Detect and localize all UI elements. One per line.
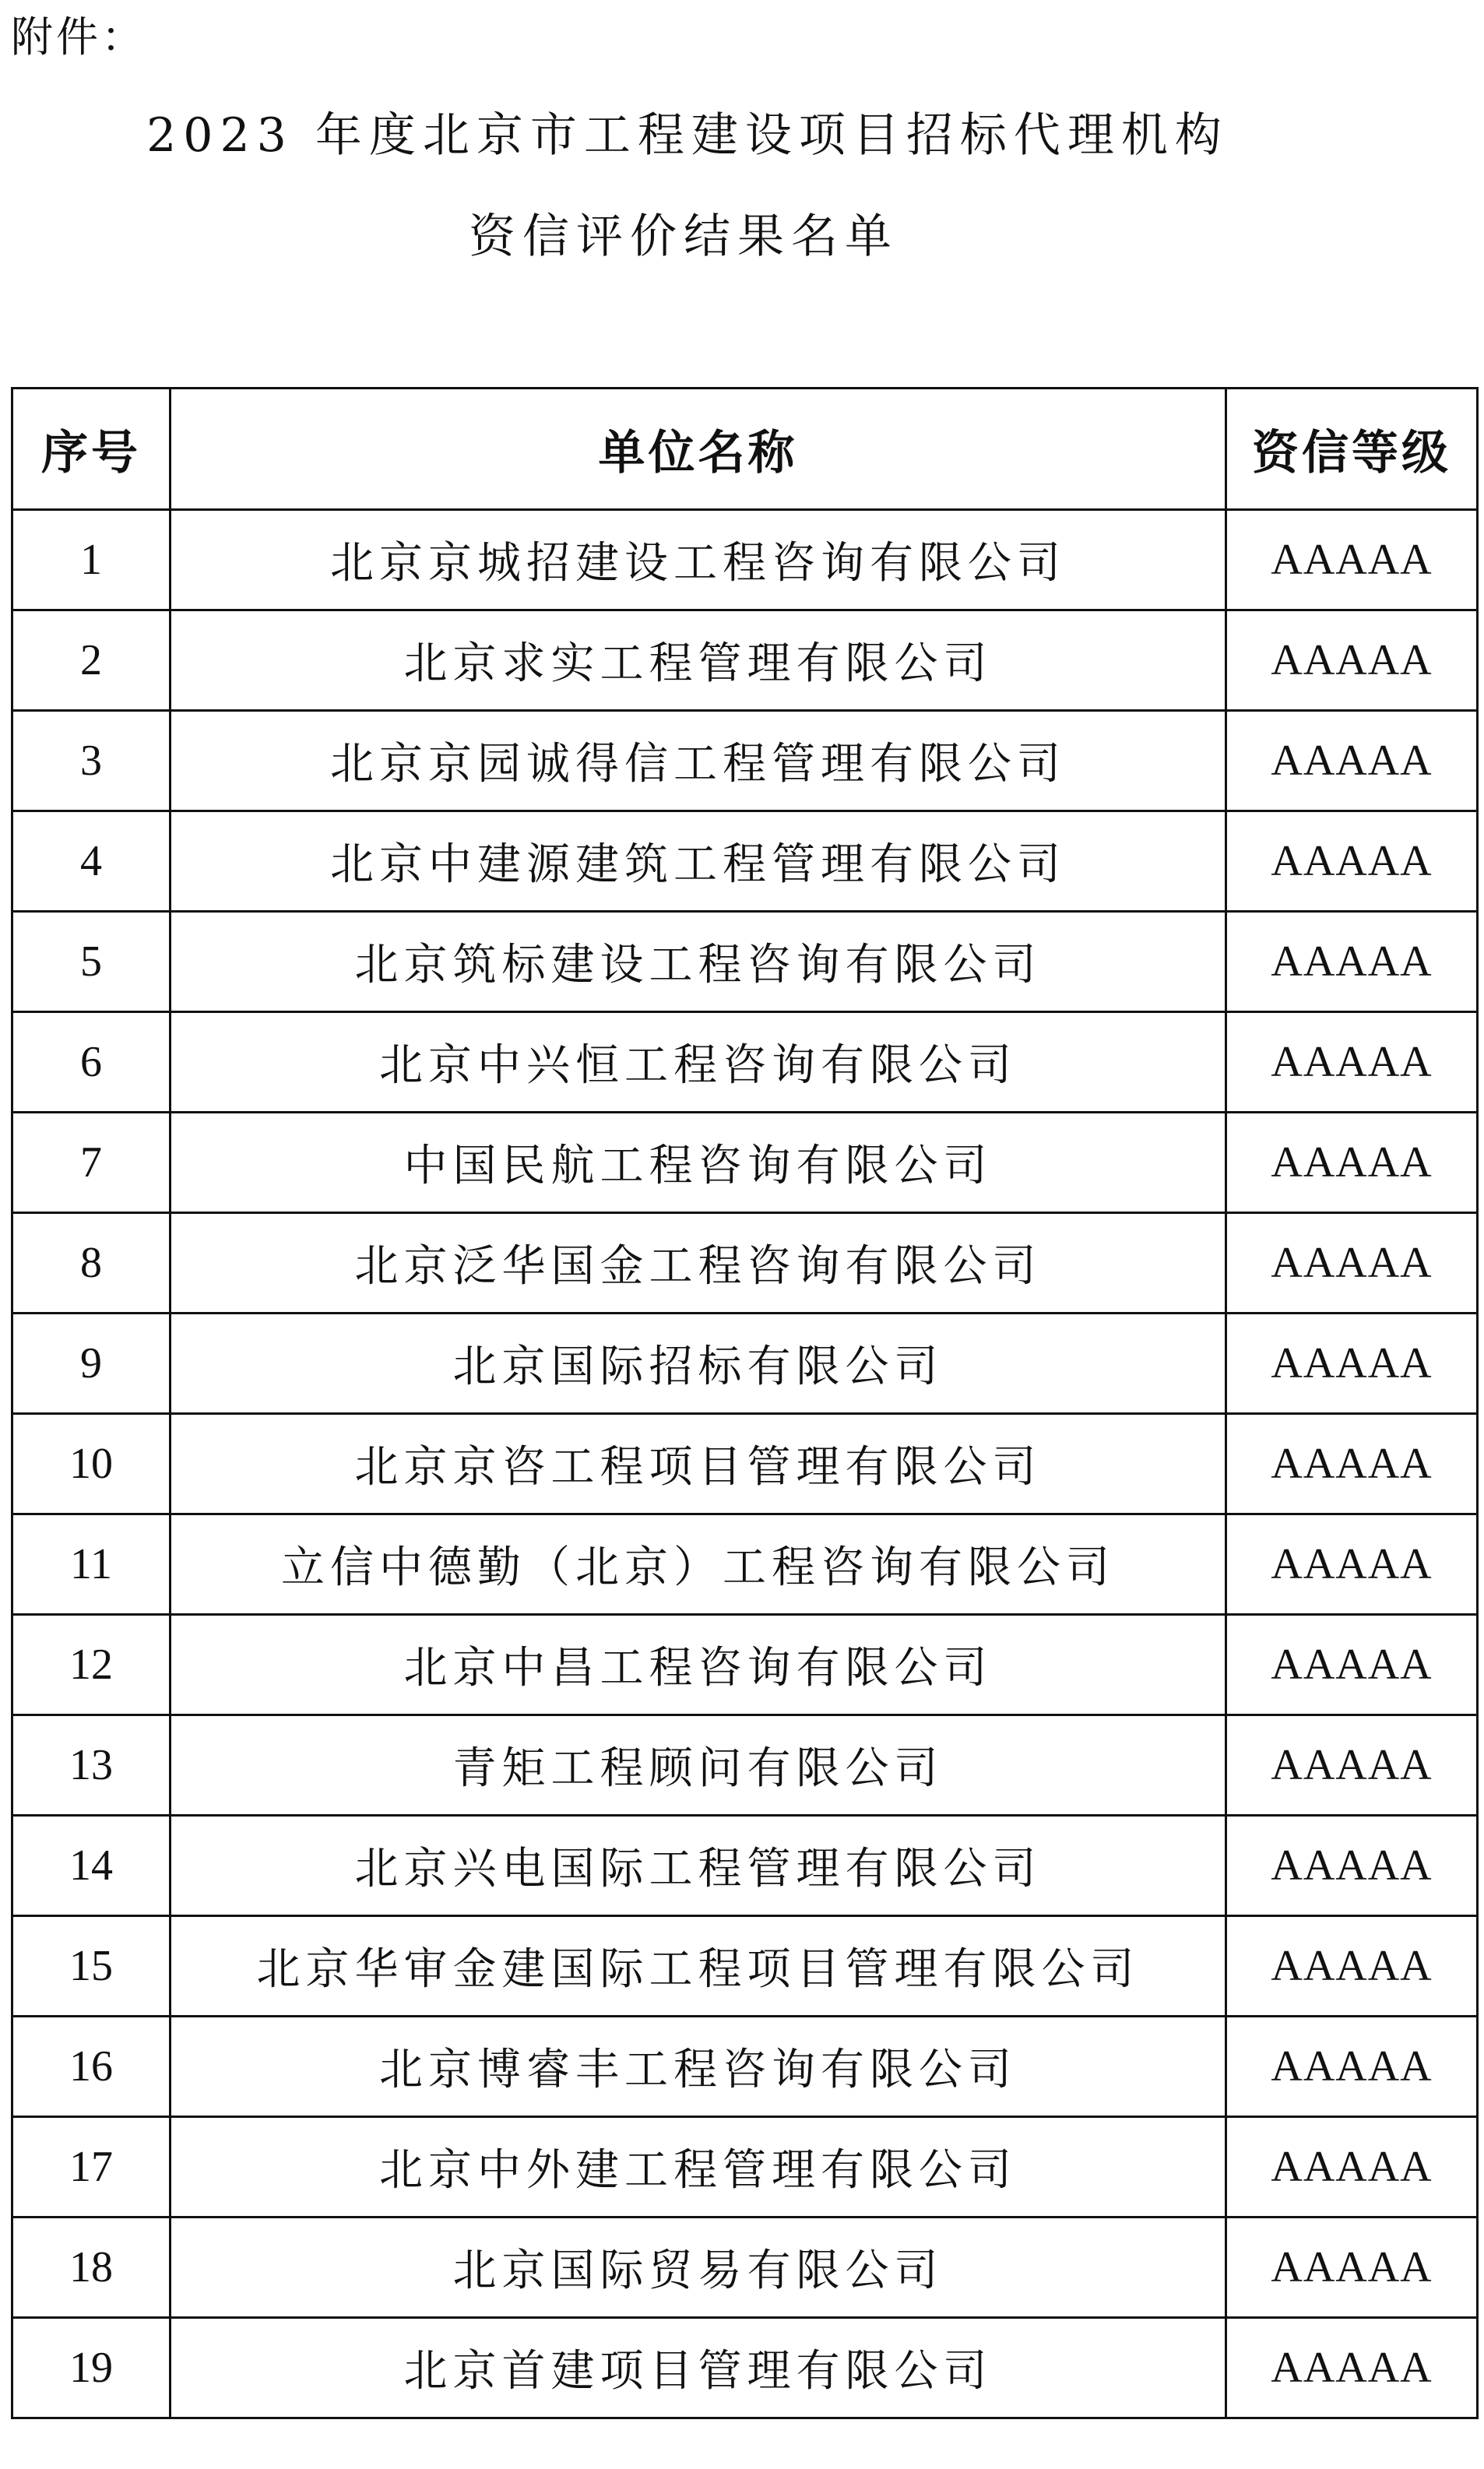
row-company-name-cell: 北京京咨工程项目管理有限公司 xyxy=(171,1414,1226,1514)
table-row xyxy=(12,2218,1478,2318)
table-row xyxy=(12,1113,1478,1213)
table-row xyxy=(12,1414,1478,1514)
row-company-name-cell: 北京筑标建设工程咨询有限公司 xyxy=(171,912,1226,1012)
row-seq-cell: 15 xyxy=(12,1916,171,2017)
table-row xyxy=(12,610,1478,711)
row-seq-cell: 8 xyxy=(12,1213,171,1314)
row-company-name-cell: 北京中外建工程管理有限公司 xyxy=(171,2117,1226,2218)
header-seq: 序号 xyxy=(12,389,171,510)
row-credit-grade-cell: AAAAA xyxy=(1226,1012,1478,1113)
row-seq-cell: 13 xyxy=(12,1715,171,1816)
row-credit-grade-cell: AAAAA xyxy=(1226,811,1478,912)
row-seq-cell: 18 xyxy=(12,2218,171,2318)
row-company-name-cell: 青矩工程顾问有限公司 xyxy=(171,1715,1226,1816)
row-seq-cell: 17 xyxy=(12,2117,171,2218)
rating-results-table xyxy=(11,387,1479,2419)
row-credit-grade-cell: AAAAA xyxy=(1226,2218,1478,2318)
row-seq-cell: 7 xyxy=(12,1113,171,1213)
row-seq-cell: 4 xyxy=(12,811,171,912)
row-credit-grade-cell: AAAAA xyxy=(1226,1113,1478,1213)
row-company-name-cell: 北京国际贸易有限公司 xyxy=(171,2218,1226,2318)
row-company-name-cell: 北京泛华国金工程咨询有限公司 xyxy=(171,1213,1226,1314)
row-seq-cell: 5 xyxy=(12,912,171,1012)
row-credit-grade-cell: AAAAA xyxy=(1226,711,1478,811)
row-company-name-cell: 中国民航工程咨询有限公司 xyxy=(171,1113,1226,1213)
row-credit-grade-cell: AAAAA xyxy=(1226,1314,1478,1414)
table-row xyxy=(12,2017,1478,2117)
table-row xyxy=(12,1012,1478,1113)
table-header-row xyxy=(12,389,1478,510)
row-credit-grade-cell: AAAAA xyxy=(1226,1514,1478,1615)
row-credit-grade-cell: AAAAA xyxy=(1226,1414,1478,1514)
row-company-name-cell: 北京首建项目管理有限公司 xyxy=(171,2318,1226,2418)
table-row xyxy=(12,1916,1478,2017)
table-row xyxy=(12,2117,1478,2218)
row-credit-grade-cell: AAAAA xyxy=(1226,1213,1478,1314)
table-row xyxy=(12,1715,1478,1816)
row-credit-grade-cell: AAAAA xyxy=(1226,510,1478,610)
table-row xyxy=(12,1514,1478,1615)
row-seq-cell: 16 xyxy=(12,2017,171,2117)
table-row xyxy=(12,1615,1478,1715)
row-credit-grade-cell: AAAAA xyxy=(1226,2117,1478,2218)
table-body xyxy=(12,510,1478,2418)
document-title-line-1: 2023 年度北京市工程建设项目招标代理机构 xyxy=(146,108,1229,163)
table-row xyxy=(12,912,1478,1012)
row-company-name-cell: 北京兴电国际工程管理有限公司 xyxy=(171,1816,1226,1916)
row-seq-cell: 3 xyxy=(12,711,171,811)
row-company-name-cell: 北京博睿丰工程咨询有限公司 xyxy=(171,2017,1226,2117)
row-seq-cell: 14 xyxy=(12,1816,171,1916)
row-company-name-cell: 北京京城招建设工程咨询有限公司 xyxy=(171,510,1226,610)
row-credit-grade-cell: AAAAA xyxy=(1226,2017,1478,2117)
row-seq-cell: 11 xyxy=(12,1514,171,1615)
document-title-line-2: 资信评价结果名单 xyxy=(469,209,898,264)
row-company-name-cell: 北京求实工程管理有限公司 xyxy=(171,610,1226,711)
row-seq-cell: 10 xyxy=(12,1414,171,1514)
row-credit-grade-cell: AAAAA xyxy=(1226,2318,1478,2418)
row-seq-cell: 12 xyxy=(12,1615,171,1715)
row-seq-cell: 2 xyxy=(12,610,171,711)
header-credit-grade: 资信等级 xyxy=(1226,389,1478,510)
row-credit-grade-cell: AAAAA xyxy=(1226,1615,1478,1715)
row-company-name-cell: 北京京园诚得信工程管理有限公司 xyxy=(171,711,1226,811)
row-credit-grade-cell: AAAAA xyxy=(1226,1816,1478,1916)
row-seq-cell: 9 xyxy=(12,1314,171,1414)
row-company-name-cell: 北京中兴恒工程咨询有限公司 xyxy=(171,1012,1226,1113)
row-seq-cell: 19 xyxy=(12,2318,171,2418)
row-credit-grade-cell: AAAAA xyxy=(1226,912,1478,1012)
row-credit-grade-cell: AAAAA xyxy=(1226,1715,1478,1816)
row-company-name-cell: 立信中德勤（北京）工程咨询有限公司 xyxy=(171,1514,1226,1615)
row-company-name-cell: 北京中昌工程咨询有限公司 xyxy=(171,1615,1226,1715)
table-row xyxy=(12,1213,1478,1314)
row-seq-cell: 1 xyxy=(12,510,171,610)
row-credit-grade-cell: AAAAA xyxy=(1226,610,1478,711)
header-company-name: 单位名称 xyxy=(171,389,1226,510)
row-company-name-cell: 北京中建源建筑工程管理有限公司 xyxy=(171,811,1226,912)
table-row xyxy=(12,1314,1478,1414)
row-credit-grade-cell: AAAAA xyxy=(1226,1916,1478,2017)
row-company-name-cell: 北京华审金建国际工程项目管理有限公司 xyxy=(171,1916,1226,2017)
table-row xyxy=(12,1816,1478,1916)
row-seq-cell: 6 xyxy=(12,1012,171,1113)
table-row xyxy=(12,811,1478,912)
table-row xyxy=(12,510,1478,610)
table-row xyxy=(12,711,1478,811)
attachment-label: 附件： xyxy=(11,12,146,62)
table-row xyxy=(12,2318,1478,2418)
row-company-name-cell: 北京国际招标有限公司 xyxy=(171,1314,1226,1414)
